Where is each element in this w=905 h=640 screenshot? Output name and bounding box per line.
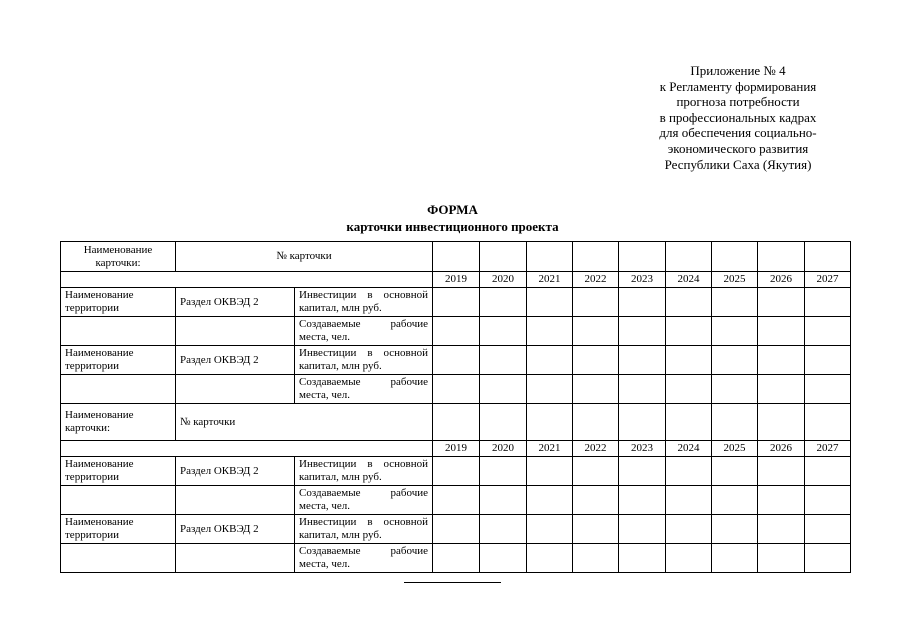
jobs-value-cell[interactable] bbox=[480, 486, 527, 515]
year-header: 2026 bbox=[758, 441, 805, 457]
investment-value-cell[interactable] bbox=[666, 515, 712, 544]
header-blank-cell[interactable] bbox=[433, 242, 480, 272]
jobs-value-cell[interactable] bbox=[758, 375, 805, 404]
year-header: 2022 bbox=[573, 272, 619, 288]
jobs-value-cell[interactable] bbox=[666, 486, 712, 515]
card-number-label: № карточки bbox=[176, 242, 433, 272]
jobs-label bbox=[295, 486, 433, 515]
jobs-value-cell[interactable] bbox=[619, 317, 666, 346]
year-header: 2023 bbox=[619, 441, 666, 457]
territory-blank-cell bbox=[61, 317, 176, 346]
jobs-value-cell[interactable] bbox=[480, 375, 527, 404]
okved-label: Раздел ОКВЭД 2 bbox=[176, 346, 295, 375]
investment-value-cell[interactable] bbox=[480, 288, 527, 317]
investment-card-table bbox=[60, 241, 851, 573]
year-header: 2020 bbox=[480, 272, 527, 288]
jobs-label-line2: места, чел. bbox=[299, 331, 350, 343]
year-header: 2021 bbox=[527, 441, 573, 457]
investment-value-cell[interactable] bbox=[805, 515, 851, 544]
jobs-value-cell[interactable] bbox=[666, 317, 712, 346]
investment-value-cell[interactable] bbox=[712, 457, 758, 486]
card-name-label: Наименование карточки: bbox=[61, 242, 176, 272]
investment-value-cell[interactable] bbox=[573, 457, 619, 486]
investment-value-cell[interactable] bbox=[480, 346, 527, 375]
jobs-value-cell[interactable] bbox=[433, 317, 480, 346]
jobs-label bbox=[295, 317, 433, 346]
jobs-value-cell[interactable] bbox=[712, 317, 758, 346]
jobs-label-line1: Создаваемые рабочие bbox=[299, 376, 428, 388]
investment-value-cell[interactable] bbox=[433, 457, 480, 486]
appendix-line: для обеспечения социально- bbox=[659, 125, 817, 141]
jobs-label-line1: Создаваемые рабочие bbox=[299, 545, 428, 557]
okved-blank-cell bbox=[176, 544, 295, 573]
year-header: 2025 bbox=[712, 441, 758, 457]
table-body bbox=[61, 242, 851, 573]
jobs-value-cell[interactable] bbox=[758, 317, 805, 346]
territory-blank-cell bbox=[61, 486, 176, 515]
jobs-value-cell[interactable] bbox=[712, 544, 758, 573]
header-blank-cell[interactable] bbox=[805, 404, 851, 441]
year-header: 2025 bbox=[712, 272, 758, 288]
header-blank-cell[interactable] bbox=[666, 404, 712, 441]
header-blank-cell[interactable] bbox=[573, 404, 619, 441]
jobs-value-cell[interactable] bbox=[573, 544, 619, 573]
investment-value-cell[interactable] bbox=[527, 288, 573, 317]
form-subtitle: карточки инвестиционного проекта bbox=[346, 219, 559, 234]
header-blank-cell[interactable] bbox=[666, 242, 712, 272]
investment-value-cell[interactable] bbox=[433, 346, 480, 375]
investment-value-cell[interactable] bbox=[712, 346, 758, 375]
investment-label bbox=[295, 457, 433, 486]
year-header: 2019 bbox=[433, 272, 480, 288]
card-number-label: № карточки bbox=[176, 404, 433, 441]
appendix-line: Республики Саха (Якутия) bbox=[664, 156, 812, 172]
jobs-value-cell[interactable] bbox=[433, 486, 480, 515]
okved-blank-cell bbox=[176, 375, 295, 404]
investment-value-cell[interactable] bbox=[619, 515, 666, 544]
jobs-row bbox=[61, 544, 851, 573]
investment-value-cell[interactable] bbox=[758, 288, 805, 317]
okved-label: Раздел ОКВЭД 2 bbox=[176, 515, 295, 544]
jobs-value-cell[interactable] bbox=[527, 486, 573, 515]
investment-value-cell[interactable] bbox=[666, 457, 712, 486]
appendix-line: Приложение № 4 bbox=[690, 63, 786, 78]
okved-label: Раздел ОКВЭД 2 bbox=[176, 288, 295, 317]
investment-label-line1: Инвестиции в основной bbox=[299, 347, 428, 359]
investment-value-cell[interactable] bbox=[527, 515, 573, 544]
investment-value-cell[interactable] bbox=[573, 515, 619, 544]
years-row bbox=[61, 441, 851, 457]
card-name-label: Наименование карточки: bbox=[61, 404, 176, 441]
jobs-row bbox=[61, 317, 851, 346]
jobs-row bbox=[61, 375, 851, 404]
header-blank-cell[interactable] bbox=[480, 404, 527, 441]
header-blank-cell[interactable] bbox=[527, 404, 573, 441]
investment-value-cell[interactable] bbox=[619, 288, 666, 317]
investment-row bbox=[61, 515, 851, 544]
jobs-value-cell[interactable] bbox=[619, 486, 666, 515]
year-header: 2023 bbox=[619, 272, 666, 288]
investment-label-line1: Инвестиции в основной bbox=[299, 516, 428, 528]
investment-value-cell[interactable] bbox=[433, 515, 480, 544]
investment-value-cell[interactable] bbox=[527, 346, 573, 375]
appendix-line: к Регламенту формирования bbox=[659, 78, 817, 94]
header-blank-cell[interactable] bbox=[433, 404, 480, 441]
jobs-value-cell[interactable] bbox=[433, 375, 480, 404]
jobs-label-line2: места, чел. bbox=[299, 389, 350, 401]
investment-row bbox=[61, 457, 851, 486]
header-blank-cell[interactable] bbox=[619, 242, 666, 272]
investment-value-cell[interactable] bbox=[805, 346, 851, 375]
jobs-row bbox=[61, 486, 851, 515]
investment-row bbox=[61, 288, 851, 317]
territory-blank-cell bbox=[61, 544, 176, 573]
jobs-value-cell[interactable] bbox=[527, 375, 573, 404]
territory-label: Наименование территории bbox=[61, 515, 176, 544]
card-name-row bbox=[61, 404, 851, 441]
jobs-value-cell[interactable] bbox=[805, 486, 851, 515]
jobs-value-cell[interactable] bbox=[805, 544, 851, 573]
jobs-value-cell[interactable] bbox=[480, 544, 527, 573]
appendix-header bbox=[628, 63, 848, 172]
investment-value-cell[interactable] bbox=[805, 288, 851, 317]
jobs-label bbox=[295, 375, 433, 404]
territory-blank-cell bbox=[61, 375, 176, 404]
header-blank-cell[interactable] bbox=[805, 242, 851, 272]
investment-value-cell[interactable] bbox=[619, 457, 666, 486]
year-header: 2020 bbox=[480, 441, 527, 457]
jobs-value-cell[interactable] bbox=[619, 375, 666, 404]
investment-value-cell[interactable] bbox=[480, 457, 527, 486]
investment-value-cell[interactable] bbox=[712, 288, 758, 317]
year-header: 2019 bbox=[433, 441, 480, 457]
investment-label-line1: Инвестиции в основной bbox=[299, 458, 428, 470]
investment-row bbox=[61, 346, 851, 375]
appendix-line: в профессиональных кадрах bbox=[659, 109, 817, 125]
territory-label: Наименование территории bbox=[61, 288, 176, 317]
investment-value-cell[interactable] bbox=[805, 457, 851, 486]
investment-value-cell[interactable] bbox=[480, 515, 527, 544]
okved-label: Раздел ОКВЭД 2 bbox=[176, 457, 295, 486]
header-blank-cell[interactable] bbox=[712, 404, 758, 441]
investment-value-cell[interactable] bbox=[712, 515, 758, 544]
investment-label bbox=[295, 288, 433, 317]
investment-value-cell[interactable] bbox=[619, 346, 666, 375]
appendix-line: экономического развития bbox=[667, 140, 809, 156]
investment-value-cell[interactable] bbox=[666, 346, 712, 375]
header-blank-cell[interactable] bbox=[712, 242, 758, 272]
investment-label bbox=[295, 346, 433, 375]
jobs-value-cell[interactable] bbox=[712, 486, 758, 515]
jobs-value-cell[interactable] bbox=[805, 375, 851, 404]
year-header: 2024 bbox=[666, 441, 712, 457]
jobs-label bbox=[295, 544, 433, 573]
jobs-value-cell[interactable] bbox=[666, 375, 712, 404]
jobs-value-cell[interactable] bbox=[619, 544, 666, 573]
year-header: 2021 bbox=[527, 272, 573, 288]
jobs-value-cell[interactable] bbox=[527, 317, 573, 346]
investment-label-line2: капитал, млн руб. bbox=[299, 471, 382, 483]
investment-value-cell[interactable] bbox=[666, 288, 712, 317]
okved-blank-cell bbox=[176, 317, 295, 346]
investment-value-cell[interactable] bbox=[527, 457, 573, 486]
investment-value-cell[interactable] bbox=[758, 457, 805, 486]
territory-label: Наименование территории bbox=[61, 346, 176, 375]
jobs-value-cell[interactable] bbox=[712, 375, 758, 404]
jobs-value-cell[interactable] bbox=[573, 317, 619, 346]
header-blank-cell[interactable] bbox=[758, 242, 805, 272]
form-title: ФОРМА bbox=[427, 202, 478, 217]
investment-label-line2: капитал, млн руб. bbox=[299, 360, 382, 372]
footnote-divider bbox=[404, 582, 501, 583]
header-blank-cell[interactable] bbox=[758, 404, 805, 441]
investment-label-line2: капитал, млн руб. bbox=[299, 529, 382, 541]
jobs-value-cell[interactable] bbox=[758, 486, 805, 515]
jobs-label-line1: Создаваемые рабочие bbox=[299, 487, 428, 499]
okved-blank-cell bbox=[176, 486, 295, 515]
jobs-value-cell[interactable] bbox=[805, 317, 851, 346]
investment-value-cell[interactable] bbox=[433, 288, 480, 317]
investment-value-cell[interactable] bbox=[758, 346, 805, 375]
investment-value-cell[interactable] bbox=[758, 515, 805, 544]
header-blank-cell[interactable] bbox=[480, 242, 527, 272]
jobs-value-cell[interactable] bbox=[527, 544, 573, 573]
jobs-label-line2: места, чел. bbox=[299, 500, 350, 512]
header-blank-cell[interactable] bbox=[573, 242, 619, 272]
jobs-value-cell[interactable] bbox=[666, 544, 712, 573]
years-row-spacer bbox=[61, 272, 433, 288]
year-header: 2022 bbox=[573, 441, 619, 457]
card-name-row bbox=[61, 242, 851, 272]
year-header: 2026 bbox=[758, 272, 805, 288]
investment-value-cell[interactable] bbox=[573, 346, 619, 375]
jobs-value-cell[interactable] bbox=[573, 375, 619, 404]
year-header: 2024 bbox=[666, 272, 712, 288]
territory-label: Наименование территории bbox=[61, 457, 176, 486]
years-row bbox=[61, 272, 851, 288]
investment-value-cell[interactable] bbox=[573, 288, 619, 317]
header-blank-cell[interactable] bbox=[527, 242, 573, 272]
jobs-label-line1: Создаваемые рабочие bbox=[299, 318, 428, 330]
investment-label-line2: капитал, млн руб. bbox=[299, 302, 382, 314]
jobs-label-line2: места, чел. bbox=[299, 558, 350, 570]
investment-label-line1: Инвестиции в основной bbox=[299, 289, 428, 301]
jobs-value-cell[interactable] bbox=[480, 317, 527, 346]
jobs-value-cell[interactable] bbox=[433, 544, 480, 573]
appendix-line: прогноза потребности bbox=[676, 94, 800, 110]
jobs-value-cell[interactable] bbox=[758, 544, 805, 573]
header-blank-cell[interactable] bbox=[619, 404, 666, 441]
years-row-spacer bbox=[61, 441, 433, 457]
jobs-value-cell[interactable] bbox=[573, 486, 619, 515]
investment-label bbox=[295, 515, 433, 544]
year-header: 2027 bbox=[805, 441, 851, 457]
year-header: 2027 bbox=[805, 272, 851, 288]
